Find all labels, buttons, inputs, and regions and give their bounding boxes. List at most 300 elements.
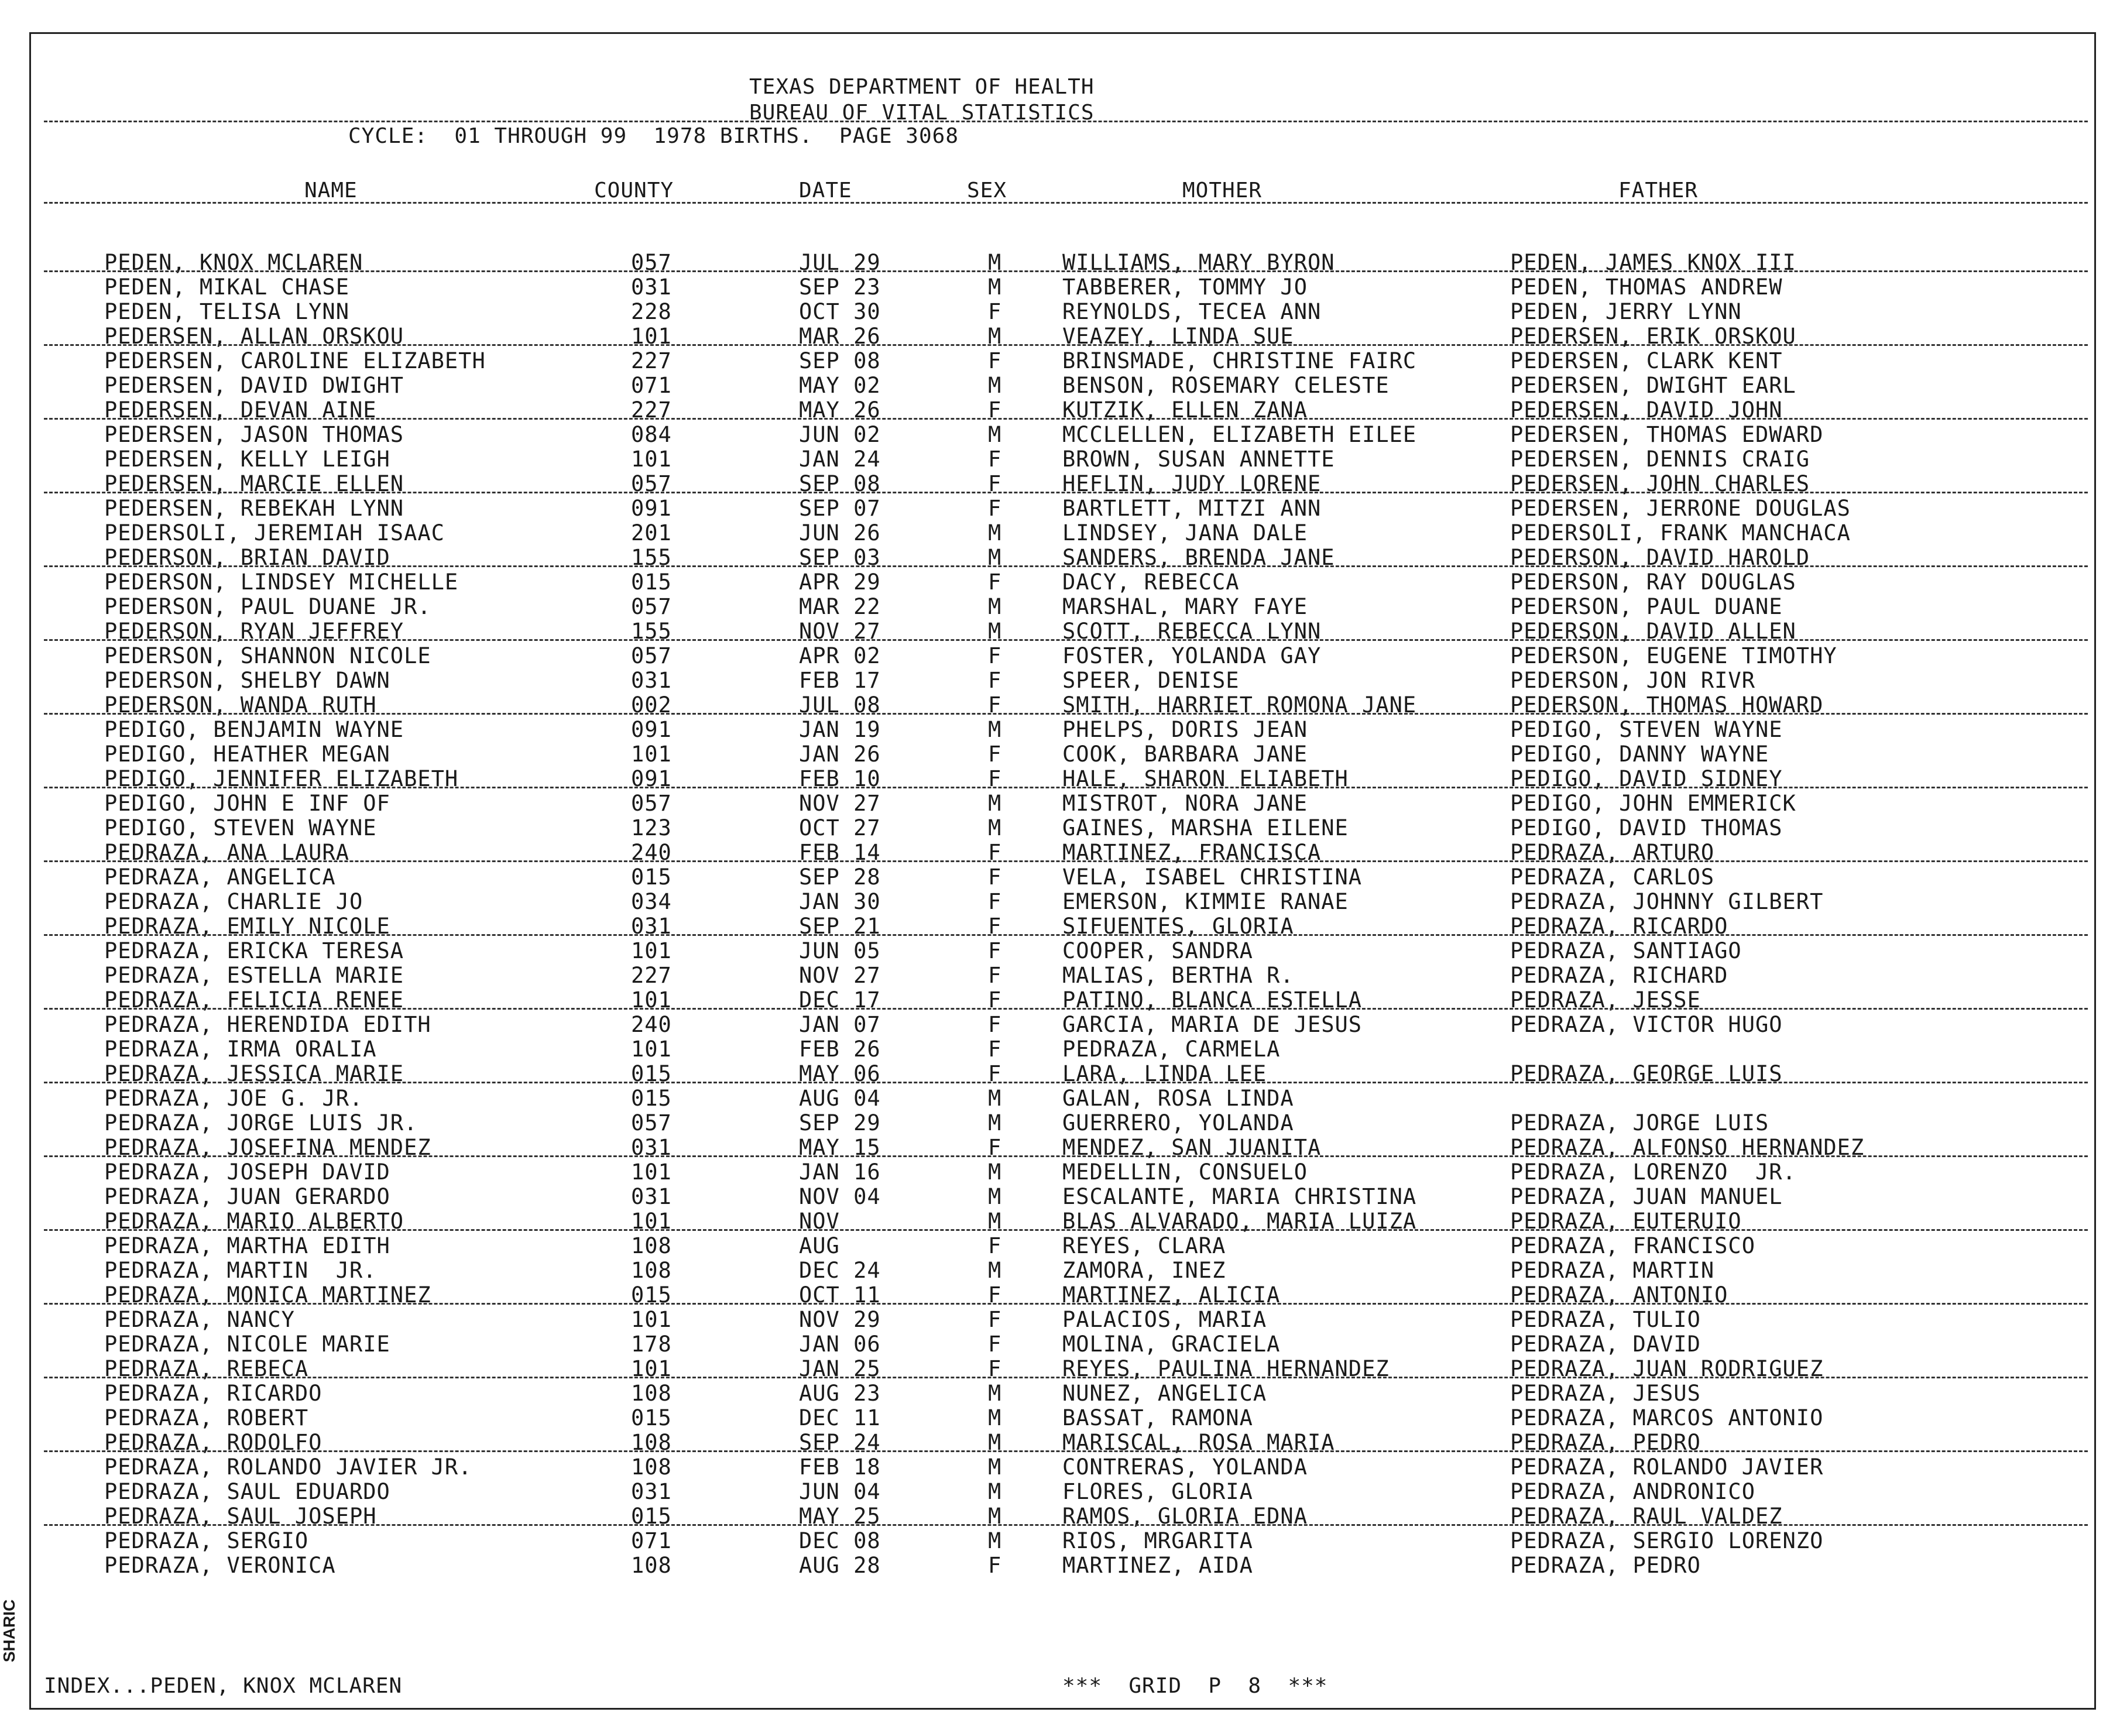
cell-father: PEDERSEN, CLARK KENT <box>1510 348 1783 373</box>
cell-county: 031 <box>631 1479 672 1504</box>
table-row <box>0 595 2120 619</box>
cell-mother: MALIAS, BERTHA R. <box>1062 963 1294 988</box>
cell-mother: GAINES, MARSHA EILENE <box>1062 815 1349 840</box>
cell-county: 091 <box>631 496 672 521</box>
cell-name: PEDRAZA, FELICIA RENEE <box>104 987 404 1013</box>
table-row <box>0 1209 2120 1234</box>
cell-father: PEDERSON, DAVID ALLEN <box>1510 619 1796 644</box>
cell-father: PEDRAZA, ANTONIO <box>1510 1282 1728 1308</box>
cell-sex: M <box>988 1086 1002 1111</box>
cell-father: PEDERSEN, THOMAS EDWARD <box>1510 422 1824 447</box>
cell-mother: BLAS ALVARADO, MARIA LUIZA <box>1062 1209 1417 1234</box>
cell-name: PEDERSOLI, JEREMIAH ISAAC <box>104 520 445 545</box>
cell-county: 227 <box>631 963 672 988</box>
cell-name: PEDRAZA, SAUL JOSEPH <box>104 1504 377 1529</box>
cell-name: PEDRAZA, SERGIO <box>104 1528 309 1553</box>
cell-father: PEDRAZA, DAVID <box>1510 1332 1701 1357</box>
cell-father: PEDRAZA, MARTIN <box>1510 1258 1715 1283</box>
cell-father: PEDIGO, DAVID THOMAS <box>1510 815 1783 840</box>
table-row <box>0 1160 2120 1185</box>
cell-sex: F <box>988 766 1002 791</box>
cell-county: 057 <box>631 1110 672 1135</box>
cell-sex: F <box>988 963 1002 988</box>
cell-sex: F <box>988 1553 1002 1578</box>
table-row <box>0 963 2120 988</box>
table-row <box>0 545 2120 570</box>
table-row <box>0 1430 2120 1455</box>
cell-sex: F <box>988 1135 1002 1160</box>
cell-father: PEDRAZA, ALFONSO HERNANDEZ <box>1510 1135 1865 1160</box>
cell-name: PEDRAZA, NANCY <box>104 1307 295 1332</box>
cell-sex: M <box>988 1454 1002 1480</box>
cell-county: 240 <box>631 840 672 865</box>
table-row <box>0 988 2120 1013</box>
cell-sex: F <box>988 742 1002 767</box>
cell-father: PEDRAZA, RICHARD <box>1510 963 1728 988</box>
cell-date: MAR 22 <box>799 594 881 619</box>
cell-county: 101 <box>631 1159 672 1185</box>
table-row <box>0 644 2120 668</box>
table-row <box>0 447 2120 472</box>
cell-father: PEDERSEN, DWIGHT EARL <box>1510 373 1796 398</box>
cell-date: MAR 26 <box>799 324 881 349</box>
table-row <box>0 373 2120 398</box>
cell-date: AUG 23 <box>799 1381 881 1406</box>
cell-county: 015 <box>631 1061 672 1086</box>
cell-name: PEDRAZA, NICOLE MARIE <box>104 1332 390 1357</box>
table-row <box>0 496 2120 521</box>
cell-name: PEDRAZA, REBECA <box>104 1356 309 1381</box>
cell-sex: M <box>988 717 1002 742</box>
cell-name: PEDRAZA, ANA LAURA <box>104 840 349 865</box>
cell-sex: F <box>988 668 1002 693</box>
cell-sex: M <box>988 1184 1002 1209</box>
cell-name: PEDRAZA, JUAN GERARDO <box>104 1184 390 1209</box>
cell-date: SEP 07 <box>799 496 881 521</box>
cell-father: PEDERSON, THOMAS HOWARD <box>1510 692 1824 718</box>
cell-father: PEDIGO, DANNY WAYNE <box>1510 742 1769 767</box>
cell-mother: HALE, SHARON ELIABETH <box>1062 766 1349 791</box>
cell-county: 015 <box>631 1504 672 1529</box>
table-row <box>0 865 2120 890</box>
cell-county: 015 <box>631 1086 672 1111</box>
cell-date: JUN 02 <box>799 422 881 447</box>
cell-father: PEDERSEN, ERIK ORSKOU <box>1510 324 1796 349</box>
cell-date: NOV 04 <box>799 1184 881 1209</box>
cell-sex: F <box>988 496 1002 521</box>
cell-name: PEDIGO, HEATHER MEGAN <box>104 742 390 767</box>
cell-father: PEDRAZA, RICARDO <box>1510 914 1728 939</box>
cell-date: NOV 27 <box>799 619 881 644</box>
cell-mother: MARTINEZ, FRANCISCA <box>1062 840 1322 865</box>
table-row <box>0 1381 2120 1406</box>
cell-mother: MARTINEZ, AIDA <box>1062 1553 1253 1578</box>
cell-county: 101 <box>631 1037 672 1062</box>
cell-name: PEDRAZA, ROLANDO JAVIER JR. <box>104 1454 472 1480</box>
cell-county: 057 <box>631 791 672 816</box>
cell-sex: F <box>988 1356 1002 1381</box>
cell-sex: F <box>988 1233 1002 1258</box>
cell-name: PEDRAZA, ERICKA TERESA <box>104 938 404 963</box>
cell-county: 002 <box>631 692 672 718</box>
cell-name: PEDRAZA, JORGE LUIS JR. <box>104 1110 418 1135</box>
cell-date: MAY 25 <box>799 1504 881 1529</box>
cell-date: JUL 08 <box>799 692 881 718</box>
cell-mother: CONTRERAS, YOLANDA <box>1062 1454 1308 1480</box>
cell-county: 155 <box>631 545 672 570</box>
header-bureau: BUREAU OF VITAL STATISTICS <box>749 101 1095 125</box>
cell-father: PEDRAZA, CARLOS <box>1510 864 1715 890</box>
cell-name: PEDIGO, JENNIFER ELIZABETH <box>104 766 459 791</box>
cell-father: PEDRAZA, JOHNNY GILBERT <box>1510 889 1824 914</box>
table-row <box>0 1258 2120 1283</box>
cell-mother: MCCLELLEN, ELIZABETH EILEE <box>1062 422 1417 447</box>
table-row <box>0 1455 2120 1480</box>
cell-sex: M <box>988 373 1002 398</box>
cell-date: OCT 27 <box>799 815 881 840</box>
cell-date: MAY 15 <box>799 1135 881 1160</box>
cell-county: 101 <box>631 1307 672 1332</box>
cell-mother: FLORES, GLORIA <box>1062 1479 1253 1504</box>
cell-date: MAY 02 <box>799 373 881 398</box>
cell-county: 057 <box>631 471 672 496</box>
cell-father: PEDRAZA, FRANCISCO <box>1510 1233 1755 1258</box>
cell-date: SEP 24 <box>799 1430 881 1455</box>
cell-name: PEDERSEN, JASON THOMAS <box>104 422 404 447</box>
cell-name: PEDERSEN, REBEKAH LYNN <box>104 496 404 521</box>
cell-sex: F <box>988 987 1002 1013</box>
cell-date: MAY 26 <box>799 397 881 423</box>
cell-name: PEDERSEN, ALLAN ORSKOU <box>104 324 404 349</box>
cell-mother: MARSHAL, MARY FAYE <box>1062 594 1308 619</box>
cell-sex: M <box>988 791 1002 816</box>
cell-mother: HEFLIN, JUDY LORENE <box>1062 471 1322 496</box>
column-header-father: FATHER <box>1618 179 1699 203</box>
header-rule <box>44 121 2088 122</box>
cell-mother: RAMOS, GLORIA EDNA <box>1062 1504 1308 1529</box>
cell-name: PEDEN, MIKAL CHASE <box>104 275 349 300</box>
cell-sex: F <box>988 643 1002 668</box>
cell-name: PEDERSEN, CAROLINE ELIZABETH <box>104 348 486 373</box>
cell-date: OCT 30 <box>799 299 881 324</box>
cell-name: PEDERSON, SHELBY DAWN <box>104 668 390 693</box>
cell-father: PEDRAZA, MARCOS ANTONIO <box>1510 1405 1824 1430</box>
table-row <box>0 693 2120 718</box>
cell-sex: M <box>988 324 1002 349</box>
cell-father: PEDERSON, DAVID HAROLD <box>1510 545 1810 570</box>
table-row <box>0 619 2120 644</box>
side-label: SHARIC <box>0 1599 18 1662</box>
table-row <box>0 472 2120 496</box>
cell-mother: SANDERS, BRENDA JANE <box>1062 545 1335 570</box>
table-row <box>0 1086 2120 1111</box>
cell-name: PEDERSON, PAUL DUANE JR. <box>104 594 431 619</box>
table-row <box>0 521 2120 545</box>
table-row <box>0 349 2120 373</box>
cell-mother: RIOS, MRGARITA <box>1062 1528 1253 1553</box>
cell-county: 071 <box>631 1528 672 1553</box>
cell-sex: M <box>988 594 1002 619</box>
cell-father: PEDERSON, JON RIVR <box>1510 668 1755 693</box>
cell-sex: F <box>988 1037 1002 1062</box>
cell-sex: M <box>988 1528 1002 1553</box>
cell-name: PEDIGO, STEVEN WAYNE <box>104 815 377 840</box>
cell-date: NOV 27 <box>799 791 881 816</box>
table-row <box>0 1504 2120 1529</box>
birth-records-table <box>0 251 2120 1578</box>
cell-date: SEP 23 <box>799 275 881 300</box>
table-row <box>0 1332 2120 1357</box>
cell-father: PEDEN, JERRY LYNN <box>1510 299 1742 324</box>
cell-name: PEDRAZA, JOSEFINA MENDEZ <box>104 1135 431 1160</box>
cell-sex: M <box>988 619 1002 644</box>
cell-date: DEC 08 <box>799 1528 881 1553</box>
cell-county: 031 <box>631 1135 672 1160</box>
cell-name: PEDERSEN, DEVAN AINE <box>104 397 377 423</box>
cell-mother: PATINO, BLANCA ESTELLA <box>1062 987 1363 1013</box>
cell-date: FEB 17 <box>799 668 881 693</box>
cell-name: PEDRAZA, HERENDIDA EDITH <box>104 1012 431 1037</box>
table-row <box>0 275 2120 300</box>
cell-mother: GALAN, ROSA LINDA <box>1062 1086 1294 1111</box>
cell-father: PEDRAZA, PEDRO <box>1510 1430 1701 1455</box>
table-row <box>0 1234 2120 1258</box>
cell-mother: REYNOLDS, TECEA ANN <box>1062 299 1322 324</box>
table-row <box>0 718 2120 742</box>
table-row <box>0 324 2120 349</box>
cell-county: 108 <box>631 1381 672 1406</box>
cell-name: PEDERSON, BRIAN DAVID <box>104 545 390 570</box>
cell-date: JUN 26 <box>799 520 881 545</box>
cell-name: PEDRAZA, MARTIN JR. <box>104 1258 377 1283</box>
cell-father: PEDRAZA, JUAN RODRIGUEZ <box>1510 1356 1824 1381</box>
cell-father: PEDRAZA, GEORGE LUIS <box>1510 1061 1783 1086</box>
cell-date: FEB 10 <box>799 766 881 791</box>
cell-sex: F <box>988 1307 1002 1332</box>
cell-mother: BARTLETT, MITZI ANN <box>1062 496 1322 521</box>
cell-county: 091 <box>631 717 672 742</box>
column-header-mother: MOTHER <box>1182 179 1263 203</box>
cell-date: OCT 11 <box>799 1282 881 1308</box>
cell-sex: F <box>988 569 1002 595</box>
cell-father: PEDEN, JAMES KNOX III <box>1510 250 1796 275</box>
cell-mother: KUTZIK, ELLEN ZANA <box>1062 397 1308 423</box>
cell-name: PEDRAZA, JESSICA MARIE <box>104 1061 404 1086</box>
cell-mother: DACY, REBECCA <box>1062 569 1240 595</box>
table-row <box>0 939 2120 963</box>
cell-county: 101 <box>631 742 672 767</box>
cell-mother: MARISCAL, ROSA MARIA <box>1062 1430 1335 1455</box>
table-row <box>0 1062 2120 1086</box>
cell-mother: LINDSEY, JANA DALE <box>1062 520 1308 545</box>
cell-mother: COOPER, SANDRA <box>1062 938 1253 963</box>
cell-sex: M <box>988 275 1002 300</box>
cell-sex: F <box>988 1332 1002 1357</box>
table-row <box>0 816 2120 840</box>
cell-mother: PALACIOS, MARIA <box>1062 1307 1267 1332</box>
cell-name: PEDRAZA, VERONICA <box>104 1553 336 1578</box>
cell-county: 034 <box>631 889 672 914</box>
cell-father: PEDIGO, DAVID SIDNEY <box>1510 766 1783 791</box>
cell-date: AUG 04 <box>799 1086 881 1111</box>
cell-mother: VELA, ISABEL CHRISTINA <box>1062 864 1363 890</box>
table-row <box>0 890 2120 914</box>
cell-county: 123 <box>631 815 672 840</box>
cell-date: JAN 06 <box>799 1332 881 1357</box>
column-header-name: NAME <box>304 179 358 203</box>
cell-name: PEDRAZA, EMILY NICOLE <box>104 914 390 939</box>
cell-name: PEDRAZA, CHARLIE JO <box>104 889 363 914</box>
footer-grid: *** GRID P 8 *** <box>1062 1674 1328 1698</box>
table-row <box>0 1037 2120 1062</box>
table-row <box>0 1283 2120 1308</box>
cell-mother: BENSON, ROSEMARY CELESTE <box>1062 373 1390 398</box>
cell-name: PEDRAZA, ESTELLA MARIE <box>104 963 404 988</box>
cell-name: PEDERSEN, MARCIE ELLEN <box>104 471 404 496</box>
cell-father: PEDERSEN, DENNIS CRAIG <box>1510 447 1810 472</box>
cell-date: SEP 08 <box>799 471 881 496</box>
cell-name: PEDRAZA, ROBERT <box>104 1405 309 1430</box>
cell-date: APR 02 <box>799 643 881 668</box>
cell-county: 101 <box>631 1356 672 1381</box>
cell-mother: ZAMORA, INEZ <box>1062 1258 1226 1283</box>
cell-county: 031 <box>631 668 672 693</box>
cell-mother: SMITH, HARRIET ROMONA JANE <box>1062 692 1417 718</box>
cell-name: PEDERSEN, KELLY LEIGH <box>104 447 390 472</box>
cell-father: PEDERSEN, JERRONE DOUGLAS <box>1510 496 1851 521</box>
cell-date: NOV <box>799 1209 840 1234</box>
cell-date: JAN 07 <box>799 1012 881 1037</box>
cell-county: 227 <box>631 397 672 423</box>
cell-name: PEDERSON, WANDA RUTH <box>104 692 377 718</box>
cell-county: 201 <box>631 520 672 545</box>
cell-county: 108 <box>631 1454 672 1480</box>
cell-mother: NUNEZ, ANGELICA <box>1062 1381 1267 1406</box>
cell-name: PEDIGO, BENJAMIN WAYNE <box>104 717 404 742</box>
cell-sex: F <box>988 914 1002 939</box>
cell-mother: MARTINEZ, ALICIA <box>1062 1282 1281 1308</box>
cell-father: PEDERSON, PAUL DUANE <box>1510 594 1783 619</box>
cell-father: PEDERSON, RAY DOUGLAS <box>1510 569 1796 595</box>
cell-county: 031 <box>631 914 672 939</box>
cell-father: PEDRAZA, JESSE <box>1510 987 1701 1013</box>
column-header-county: COUNTY <box>594 179 674 203</box>
cell-father: PEDIGO, JOHN EMMERICK <box>1510 791 1796 816</box>
cell-father: PEDRAZA, VICTOR HUGO <box>1510 1012 1783 1037</box>
cell-father: PEDERSEN, JOHN CHARLES <box>1510 471 1810 496</box>
cell-county: 228 <box>631 299 672 324</box>
cell-father: PEDRAZA, ROLANDO JAVIER <box>1510 1454 1824 1480</box>
cell-county: 240 <box>631 1012 672 1037</box>
cell-county: 057 <box>631 250 672 275</box>
cell-sex: F <box>988 840 1002 865</box>
cell-date: JAN 26 <box>799 742 881 767</box>
cell-date: NOV 27 <box>799 963 881 988</box>
cell-mother: GUERRERO, YOLANDA <box>1062 1110 1294 1135</box>
cell-sex: M <box>988 1405 1002 1430</box>
cell-name: PEDRAZA, MARTHA EDITH <box>104 1233 390 1258</box>
cell-mother: GARCIA, MARIA DE JESUS <box>1062 1012 1363 1037</box>
cell-date: JAN 24 <box>799 447 881 472</box>
cell-date: SEP 21 <box>799 914 881 939</box>
table-row <box>0 423 2120 447</box>
table-row <box>0 791 2120 816</box>
cell-sex: F <box>988 1012 1002 1037</box>
cell-county: 227 <box>631 348 672 373</box>
cell-date: JAN 19 <box>799 717 881 742</box>
cell-date: SEP 29 <box>799 1110 881 1135</box>
cell-name: PEDRAZA, IRMA ORALIA <box>104 1037 377 1062</box>
cell-sex: M <box>988 1381 1002 1406</box>
cell-mother: REYES, PAULINA HERNANDEZ <box>1062 1356 1390 1381</box>
cell-county: 108 <box>631 1258 672 1283</box>
table-row <box>0 398 2120 423</box>
cell-county: 057 <box>631 594 672 619</box>
header-cycle: CYCLE: 01 THROUGH 99 1978 BIRTHS. PAGE 3068 <box>348 124 959 148</box>
cell-mother: MENDEZ, SAN JUANITA <box>1062 1135 1322 1160</box>
table-row <box>0 767 2120 791</box>
table-row <box>0 251 2120 275</box>
cell-mother: TABBERER, TOMMY JO <box>1062 275 1308 300</box>
cell-mother: PHELPS, DORIS JEAN <box>1062 717 1308 742</box>
cell-date: FEB 26 <box>799 1037 881 1062</box>
cell-date: FEB 18 <box>799 1454 881 1480</box>
cell-date: JUN 05 <box>799 938 881 963</box>
cell-county: 101 <box>631 447 672 472</box>
table-row <box>0 570 2120 595</box>
cell-county: 101 <box>631 987 672 1013</box>
cell-father: PEDRAZA, TULIO <box>1510 1307 1701 1332</box>
cell-county: 015 <box>631 569 672 595</box>
cell-sex: M <box>988 422 1002 447</box>
cell-name: PEDERSON, LINDSEY MICHELLE <box>104 569 459 595</box>
cell-name: PEDRAZA, RODOLFO <box>104 1430 323 1455</box>
cell-name: PEDRAZA, RICARDO <box>104 1381 323 1406</box>
cell-father: PEDEN, THOMAS ANDREW <box>1510 275 1783 300</box>
cell-name: PEDIGO, JOHN E INF OF <box>104 791 390 816</box>
cell-father: PEDRAZA, EUTERUIO <box>1510 1209 1742 1234</box>
table-row <box>0 742 2120 767</box>
table-row <box>0 914 2120 939</box>
cell-date: NOV 29 <box>799 1307 881 1332</box>
cell-father: PEDRAZA, SERGIO LORENZO <box>1510 1528 1824 1553</box>
cell-county: 031 <box>631 275 672 300</box>
column-header-sex: SEX <box>967 179 1007 203</box>
cell-mother: REYES, CLARA <box>1062 1233 1226 1258</box>
cell-father: PEDRAZA, RAUL VALDEZ <box>1510 1504 1783 1529</box>
cell-sex: F <box>988 1282 1002 1308</box>
table-row <box>0 668 2120 693</box>
column-header-date: DATE <box>799 179 852 203</box>
cell-sex: F <box>988 1061 1002 1086</box>
cell-sex: M <box>988 1479 1002 1504</box>
table-row <box>0 1185 2120 1209</box>
cell-mother: BRINSMADE, CHRISTINE FAIRC <box>1062 348 1417 373</box>
cell-name: PEDRAZA, JOE G. JR. <box>104 1086 363 1111</box>
cell-county: 101 <box>631 324 672 349</box>
cell-father: PEDRAZA, JORGE LUIS <box>1510 1110 1769 1135</box>
cell-father: PEDERSON, EUGENE TIMOTHY <box>1510 643 1837 668</box>
cell-father: PEDRAZA, JESUS <box>1510 1381 1701 1406</box>
cell-sex: F <box>988 889 1002 914</box>
cell-sex: F <box>988 938 1002 963</box>
cell-mother: COOK, BARBARA JANE <box>1062 742 1308 767</box>
cell-sex: F <box>988 692 1002 718</box>
cell-name: PEDERSON, RYAN JEFFREY <box>104 619 404 644</box>
cell-county: 101 <box>631 938 672 963</box>
cell-county: 178 <box>631 1332 672 1357</box>
column-header-rule <box>44 202 2088 204</box>
